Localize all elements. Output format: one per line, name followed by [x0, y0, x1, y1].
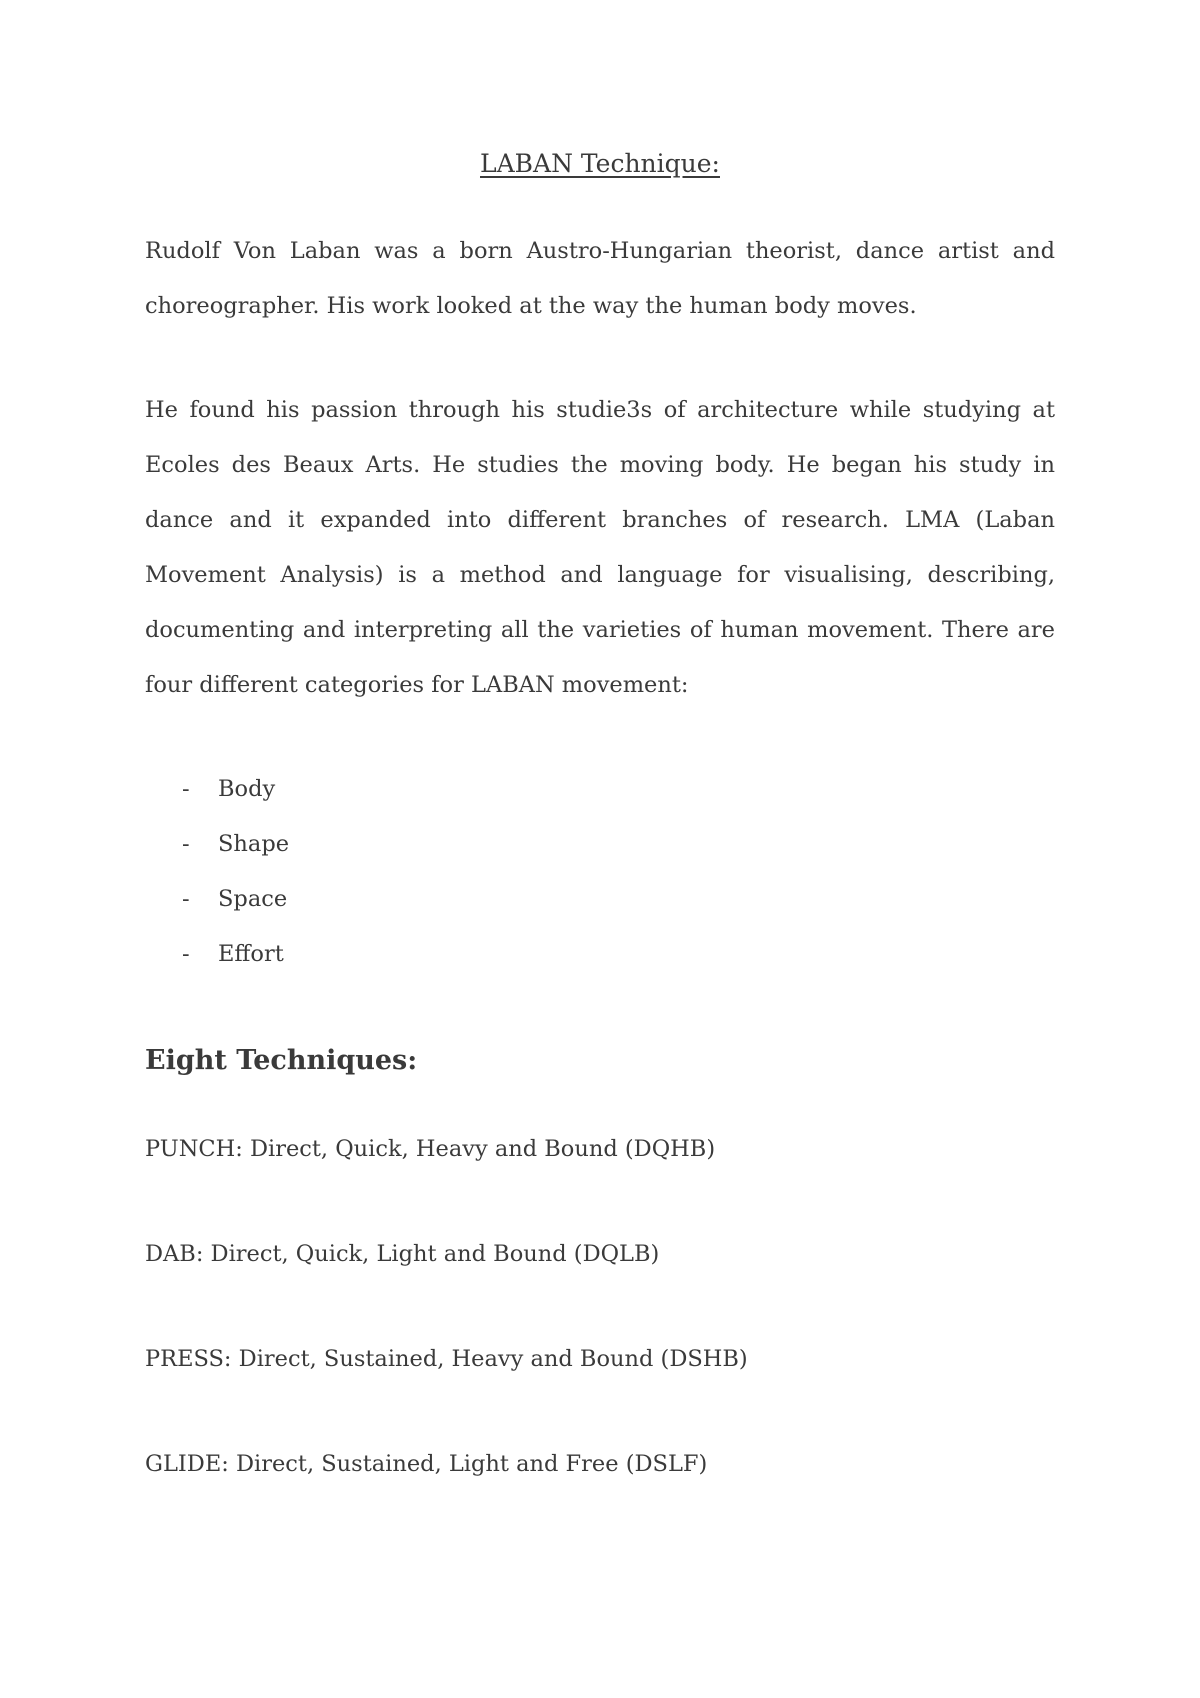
categories-list	[145, 762, 289, 982]
techniques-heading: Eight Techniques:	[145, 1045, 418, 1076]
category-label: Effort	[218, 941, 284, 967]
list-item	[145, 872, 289, 927]
bullet-dash: -	[182, 886, 190, 912]
category-label: Space	[218, 886, 288, 912]
technique-punch: PUNCH: Direct, Quick, Heavy and Bound (DQHB)	[145, 1136, 716, 1162]
intro-paragraph: Rudolf Von Laban was a born Austro-Hungarian theorist, dance artist and choreographer. His work looked at the way the human body moves.	[145, 238, 1055, 319]
technique-glide: GLIDE: Direct, Sustained, Light and Free (DSLF)	[145, 1451, 708, 1477]
technique-press: PRESS: Direct, Sustained, Heavy and Bound (DSHB)	[145, 1346, 748, 1372]
bullet-dash: -	[182, 941, 190, 967]
list-item	[145, 762, 289, 817]
technique-dab: DAB: Direct, Quick, Light and Bound (DQLB)	[145, 1241, 660, 1267]
category-label: Shape	[218, 831, 290, 857]
bullet-dash: -	[182, 831, 190, 857]
list-item	[145, 817, 289, 872]
background-paragraph: He found his passion through his studie3s of architecture while studying at Ecoles des Beaux Arts. He studies the moving body. He began his study in dance and it expanded into different branches of research. LMA (Laban Movement Analysis) is a method and language for visualising, describing, documenting and interpreting all the varieties of human movement. There are four different categories for LABAN movement:	[145, 397, 1055, 698]
document-title: LABAN Technique:	[480, 149, 720, 178]
category-label: Body	[218, 776, 276, 802]
bullet-dash: -	[182, 776, 190, 802]
list-item	[145, 927, 289, 982]
